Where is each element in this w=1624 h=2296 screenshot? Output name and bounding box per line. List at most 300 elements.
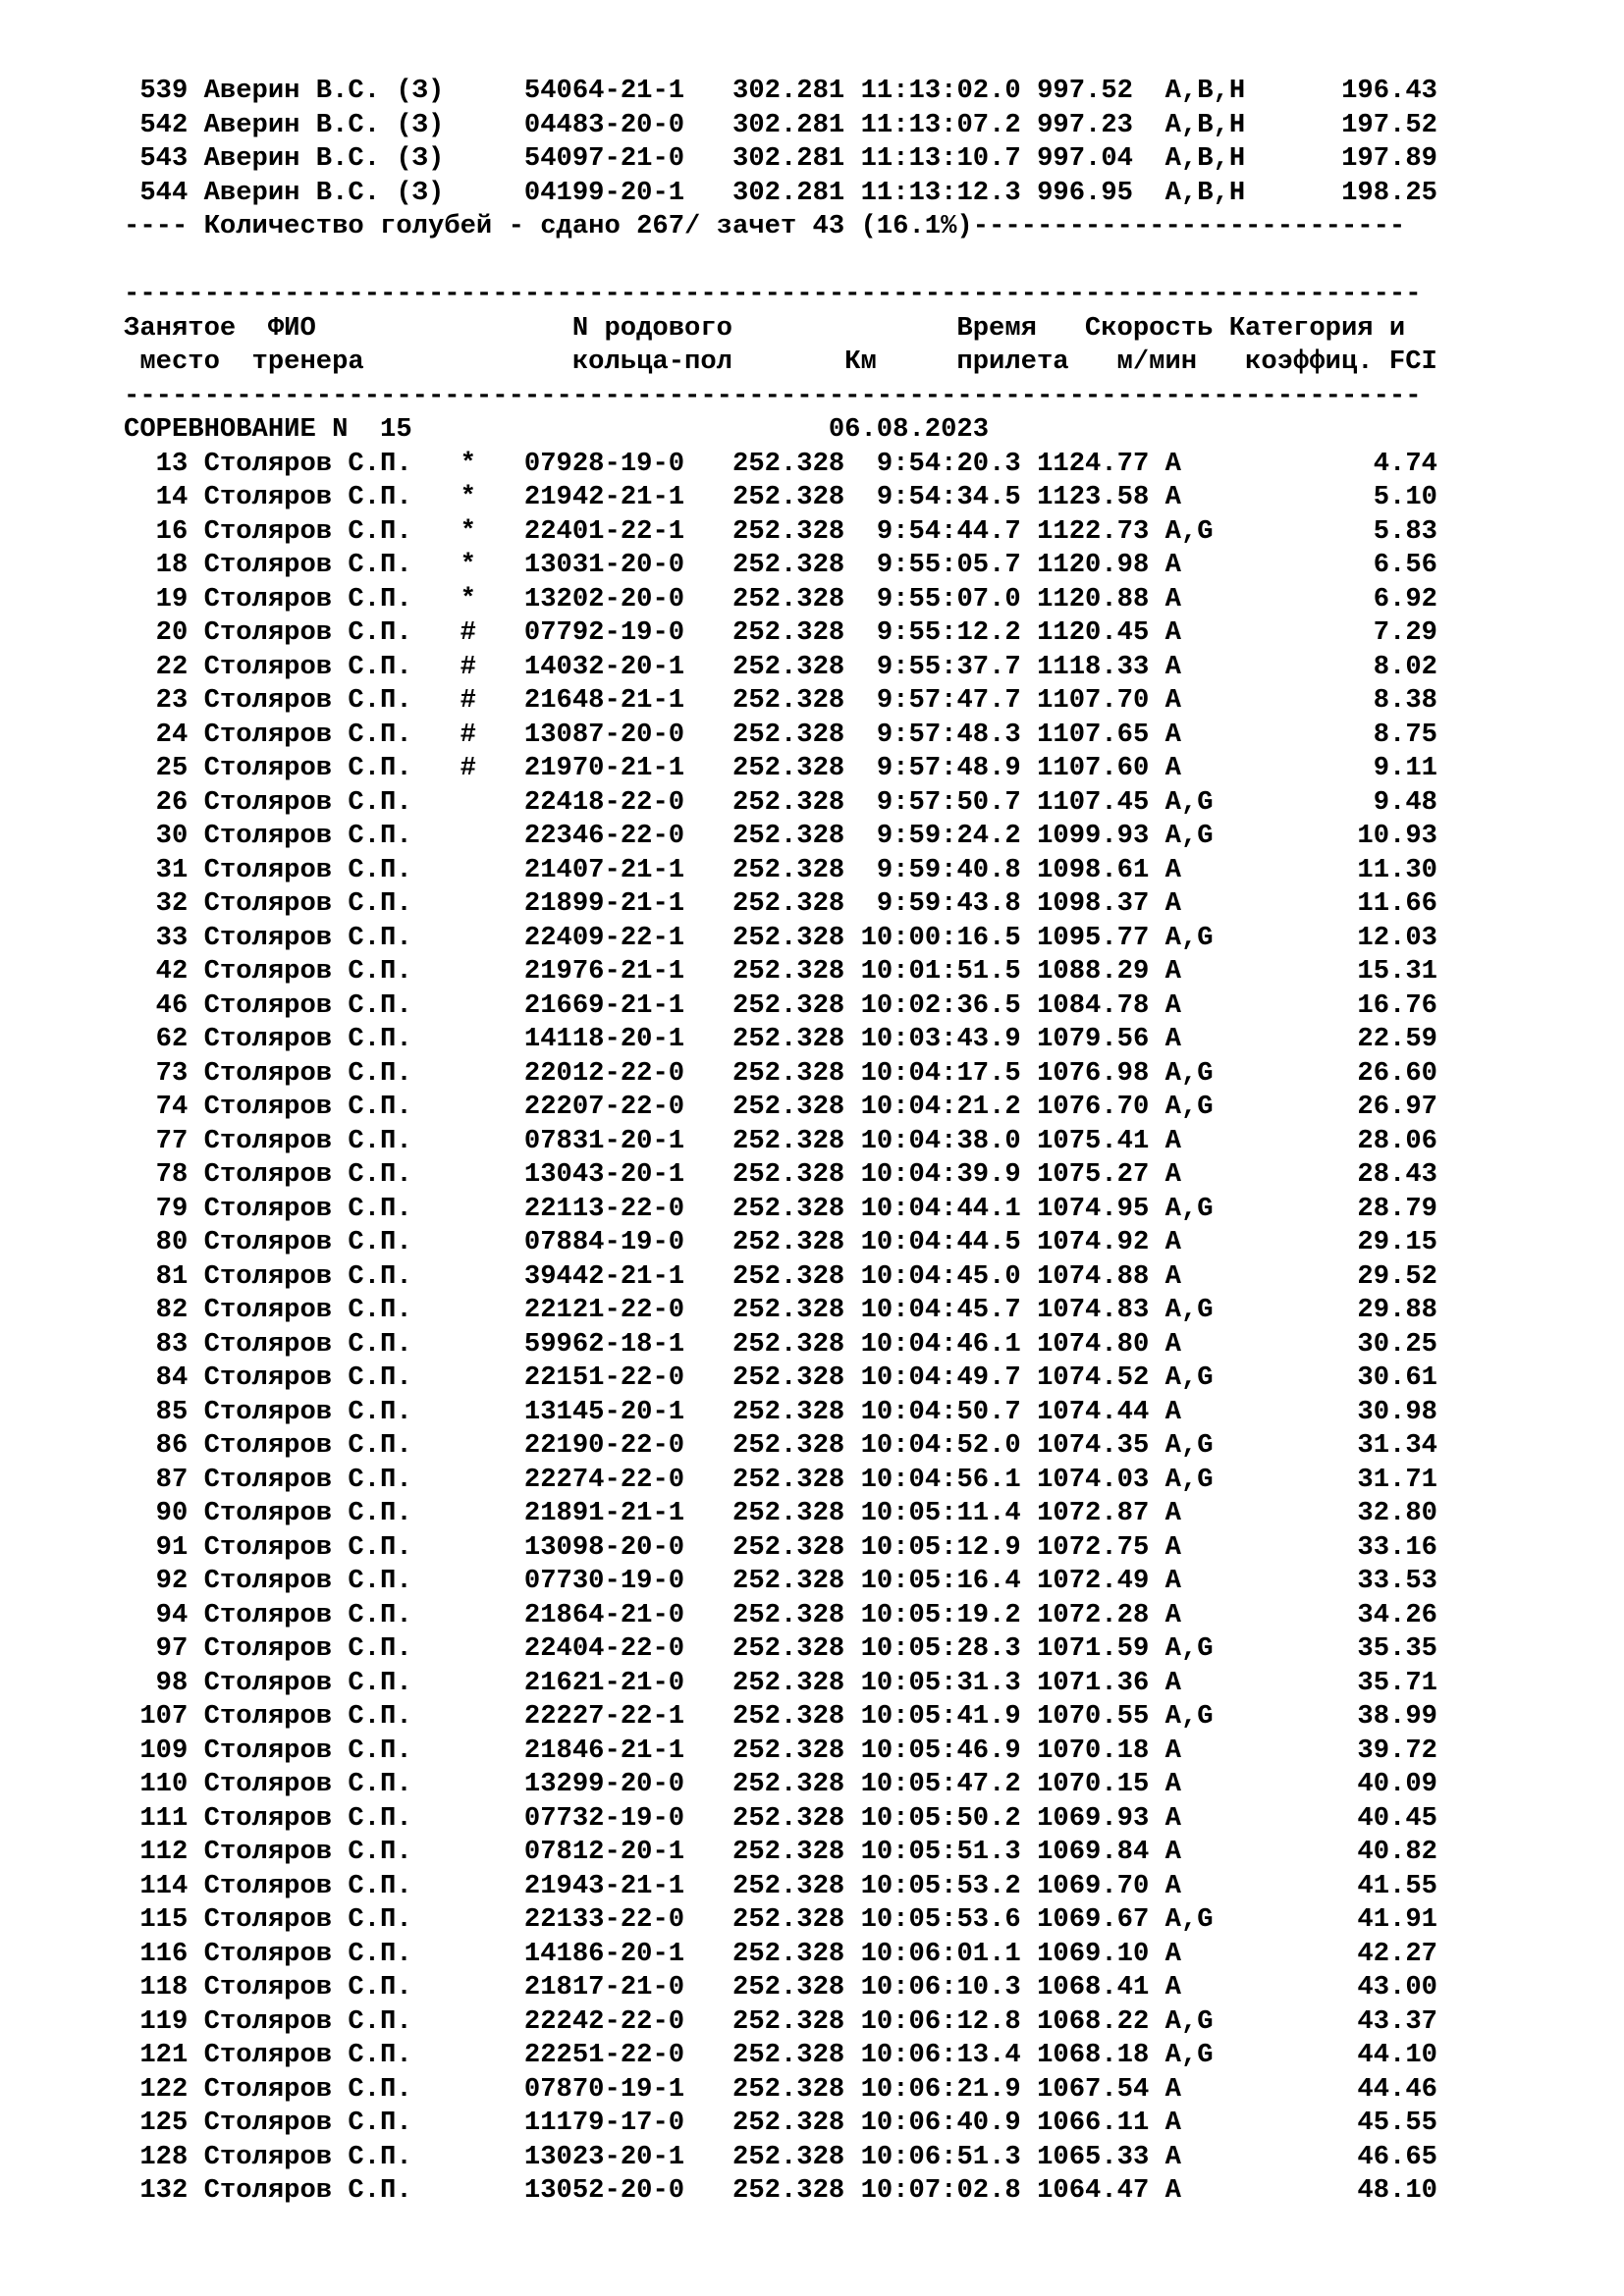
cell-mark (460, 2074, 476, 2105)
cell-category: A (1164, 583, 1246, 614)
cell-category: A,G (1164, 1904, 1246, 1935)
cell-fci-coefficient: 39.72 (1245, 1735, 1437, 1766)
separator-line: --------------------------------------------------------------------------------- (124, 380, 1422, 411)
cell-arrival-time: 10:05:41.9 (860, 1701, 1021, 1732)
cell-distance-km: 252.328 (732, 854, 845, 885)
cell-speed: 1075.41 (1037, 1125, 1150, 1156)
cell-speed: 1075.27 (1037, 1159, 1150, 1190)
cell-speed: 1120.88 (1037, 583, 1150, 614)
cell-arrival-time: 10:04:44.1 (860, 1193, 1021, 1224)
cell-trainer-name: Столяров С.П. (203, 1701, 460, 1732)
cell-speed: 1069.93 (1037, 1802, 1150, 1834)
result-row (124, 448, 1437, 482)
cell-place: 73 (124, 1057, 189, 1089)
cell-speed: 1074.35 (1037, 1430, 1150, 1461)
cell-arrival-time: 10:01:51.5 (860, 956, 1021, 987)
cell-speed: 1076.70 (1037, 1092, 1150, 1122)
result-row (124, 142, 1437, 177)
cell-place: 91 (124, 1531, 189, 1563)
cell-place: 32 (124, 888, 189, 919)
cell-ring-number: 21846-21-1 (523, 1735, 685, 1766)
cell-ring-number: 07884-19-0 (523, 1227, 685, 1257)
cell-trainer-name: Аверин В.С. (З) (203, 177, 460, 208)
result-row (124, 989, 1437, 1024)
cell-ring-number: 21891-21-1 (523, 1498, 685, 1528)
cell-category: A (1164, 1667, 1246, 1698)
cell-speed: 997.52 (1037, 76, 1150, 106)
cell-arrival-time: 10:06:10.3 (860, 1972, 1021, 2002)
cell-place: 26 (124, 786, 189, 818)
cell-speed: 1079.56 (1037, 1024, 1150, 1054)
result-row (124, 2005, 1437, 2040)
cell-fci-coefficient: 9.11 (1245, 753, 1437, 783)
cell-trainer-name: Столяров С.П. (203, 1159, 460, 1190)
cell-arrival-time: 10:06:21.9 (860, 2073, 1021, 2105)
cell-fci-coefficient: 15.31 (1245, 956, 1437, 987)
cell-distance-km: 252.328 (732, 1328, 845, 1360)
cell-category: A (1164, 651, 1246, 682)
cell-ring-number: 54064-21-1 (523, 76, 685, 106)
cell-place: 542 (124, 109, 189, 140)
result-row (124, 719, 1437, 753)
cell-ring-number: 04483-20-0 (523, 109, 685, 140)
cell-category: A (1164, 2108, 1246, 2138)
cell-distance-km: 252.328 (732, 1633, 845, 1664)
result-row (124, 854, 1437, 888)
cell-mark (460, 787, 476, 818)
cell-category: A (1164, 685, 1246, 716)
cell-place: 23 (124, 685, 189, 716)
cell-ring-number: 07928-19-0 (523, 448, 685, 479)
cell-place: 122 (124, 2073, 189, 2105)
cell-distance-km: 252.328 (732, 1396, 845, 1427)
cell-speed: 1074.92 (1037, 1227, 1150, 1257)
results-table (124, 448, 1437, 2209)
cell-ring-number: 22418-22-0 (523, 786, 685, 818)
cell-place: 24 (124, 719, 189, 750)
cell-arrival-time: 9:59:43.8 (860, 888, 1021, 919)
cell-fci-coefficient: 9.48 (1245, 786, 1437, 818)
cell-mark (460, 1092, 476, 1122)
cell-place: 22 (124, 651, 189, 682)
cell-distance-km: 252.328 (732, 1667, 845, 1698)
cell-place: 119 (124, 2005, 189, 2037)
cell-ring-number: 21864-21-0 (523, 1599, 685, 1630)
result-row (124, 109, 1437, 143)
cell-arrival-time: 10:06:51.3 (860, 2141, 1021, 2172)
cell-trainer-name: Столяров С.П. (203, 1599, 460, 1630)
cell-category: A (1164, 2175, 1246, 2206)
cell-fci-coefficient: 8.02 (1245, 651, 1437, 682)
cell-fci-coefficient: 41.55 (1245, 1870, 1437, 1901)
cell-category: A,G (1164, 1633, 1246, 1664)
cell-distance-km: 252.328 (732, 786, 845, 818)
cell-place: 544 (124, 177, 189, 208)
cell-distance-km: 252.328 (732, 1430, 845, 1461)
cell-fci-coefficient: 7.29 (1245, 617, 1437, 648)
cell-speed: 1074.83 (1037, 1295, 1150, 1325)
result-row (124, 616, 1437, 651)
cell-arrival-time: 10:04:46.1 (860, 1328, 1021, 1360)
cell-place: 98 (124, 1667, 189, 1698)
cell-fci-coefficient: 29.15 (1245, 1227, 1437, 1257)
cell-distance-km: 252.328 (732, 1125, 845, 1156)
cell-mark (460, 1194, 476, 1224)
result-row (124, 1125, 1437, 1159)
cell-ring-number: 21970-21-1 (523, 753, 685, 783)
cell-ring-number: 21942-21-1 (523, 482, 685, 512)
cell-trainer-name: Столяров С.П. (203, 1295, 460, 1325)
cell-arrival-time: 11:13:02.0 (860, 76, 1021, 106)
cell-speed: 1072.87 (1037, 1498, 1150, 1528)
result-row (124, 1497, 1437, 1531)
cell-trainer-name: Столяров С.П. (203, 719, 460, 750)
cell-place: 94 (124, 1599, 189, 1630)
cell-distance-km: 252.328 (732, 888, 845, 919)
cell-arrival-time: 10:04:50.7 (860, 1396, 1021, 1427)
result-row (124, 1836, 1437, 1870)
cell-arrival-time: 9:59:24.2 (860, 821, 1021, 851)
cell-mark (460, 1498, 476, 1528)
cell-place: 79 (124, 1193, 189, 1224)
cell-category: A (1164, 1870, 1246, 1901)
cell-speed: 1070.18 (1037, 1735, 1150, 1766)
cell-ring-number: 14118-20-1 (523, 1024, 685, 1054)
cell-ring-number: 22409-22-1 (523, 922, 685, 953)
cell-fci-coefficient: 38.99 (1245, 1701, 1437, 1732)
cell-category: A,B,H (1164, 143, 1246, 174)
cell-ring-number: 13031-20-0 (523, 550, 685, 580)
result-row (124, 1328, 1437, 1362)
cell-ring-number: 22121-22-0 (523, 1295, 685, 1325)
cell-trainer-name: Столяров С.П. (203, 821, 460, 851)
cell-place: 111 (124, 1802, 189, 1834)
cell-trainer-name: Столяров С.П. (203, 922, 460, 953)
cell-trainer-name: Столяров С.П. (203, 1938, 460, 1969)
cell-fci-coefficient: 198.25 (1245, 177, 1437, 208)
cell-speed: 1076.98 (1037, 1057, 1150, 1089)
cell-fci-coefficient: 33.53 (1245, 1566, 1437, 1596)
cell-distance-km: 252.328 (732, 1193, 845, 1224)
cell-distance-km: 252.328 (732, 1972, 845, 2002)
cell-distance-km: 252.328 (732, 1295, 845, 1325)
cell-arrival-time: 10:06:01.1 (860, 1938, 1021, 1969)
cell-arrival-time: 10:04:45.0 (860, 1260, 1021, 1292)
cell-fci-coefficient: 16.76 (1245, 989, 1437, 1021)
cell-speed: 1074.80 (1037, 1328, 1150, 1360)
cell-mark: # (460, 651, 476, 682)
cell-category: A (1164, 989, 1246, 1021)
cell-place: 115 (124, 1904, 189, 1935)
cell-ring-number: 22207-22-0 (523, 1092, 685, 1122)
cell-distance-km: 252.328 (732, 1159, 845, 1190)
cell-trainer-name: Столяров С.П. (203, 1328, 460, 1360)
cell-distance-km: 252.328 (732, 753, 845, 783)
cell-place: 81 (124, 1260, 189, 1292)
cell-category: A (1164, 1227, 1246, 1257)
cell-trainer-name: Столяров С.П. (203, 2141, 460, 2172)
cell-fci-coefficient: 34.26 (1245, 1599, 1437, 1630)
cell-ring-number: 13023-20-1 (523, 2141, 685, 2172)
cell-trainer-name: Столяров С.П. (203, 2040, 460, 2070)
cell-place: 107 (124, 1701, 189, 1732)
cell-mark (460, 990, 476, 1021)
cell-trainer-name: Аверин В.С. (З) (203, 76, 460, 106)
cell-ring-number: 22012-22-0 (523, 1057, 685, 1089)
cell-place: 109 (124, 1735, 189, 1766)
cell-ring-number: 21899-21-1 (523, 888, 685, 919)
cell-category: A (1164, 888, 1246, 919)
cell-ring-number: 13145-20-1 (523, 1396, 685, 1427)
cell-place: 84 (124, 1362, 189, 1393)
cell-category: A (1164, 854, 1246, 885)
cell-place: 112 (124, 1837, 189, 1867)
cell-trainer-name: Столяров С.П. (203, 1904, 460, 1935)
cell-place: 132 (124, 2175, 189, 2206)
cell-fci-coefficient: 43.00 (1245, 1972, 1437, 2002)
cell-speed: 1095.77 (1037, 922, 1150, 953)
result-row (124, 820, 1437, 854)
cell-speed: 1072.49 (1037, 1566, 1150, 1596)
cell-category: A (1164, 1735, 1246, 1766)
cell-distance-km: 252.328 (732, 1837, 845, 1867)
cell-distance-km: 252.328 (732, 821, 845, 851)
cell-speed: 1069.70 (1037, 1870, 1150, 1901)
cell-place: 118 (124, 1972, 189, 2002)
cell-category: A,G (1164, 1295, 1246, 1325)
cell-place: 19 (124, 583, 189, 614)
cell-mark (460, 1972, 476, 2002)
cell-ring-number: 21943-21-1 (523, 1870, 685, 1901)
cell-place: 16 (124, 515, 189, 547)
cell-place: 74 (124, 1092, 189, 1122)
result-row (124, 75, 1437, 109)
cell-speed: 1074.52 (1037, 1362, 1150, 1393)
cell-mark (460, 1024, 476, 1054)
cell-ring-number: 07870-19-1 (523, 2073, 685, 2105)
cell-distance-km: 302.281 (732, 177, 845, 208)
cell-ring-number: 13299-20-0 (523, 1769, 685, 1799)
cell-distance-km: 252.328 (732, 1092, 845, 1122)
cell-speed: 1118.33 (1037, 651, 1150, 682)
cell-place: 80 (124, 1227, 189, 1257)
result-row (124, 583, 1437, 617)
cell-distance-km: 252.328 (732, 1769, 845, 1799)
cell-mark: * (460, 550, 476, 580)
cell-place: 14 (124, 482, 189, 512)
cell-ring-number: 22274-22-0 (523, 1464, 685, 1495)
cell-category: A (1164, 2141, 1246, 2172)
blank-line (124, 244, 1437, 279)
cell-ring-number: 07812-20-1 (523, 1837, 685, 1867)
cell-distance-km: 252.328 (732, 989, 845, 1021)
result-row (124, 1429, 1437, 1464)
cell-place: 78 (124, 1159, 189, 1190)
cell-fci-coefficient: 197.52 (1245, 109, 1437, 140)
cell-category: A (1164, 1972, 1246, 2002)
cell-ring-number: 21621-21-0 (523, 1667, 685, 1698)
cell-distance-km: 252.328 (732, 1938, 845, 1969)
cell-speed: 997.23 (1037, 109, 1150, 140)
cell-arrival-time: 9:54:34.5 (860, 482, 1021, 512)
cell-trainer-name: Столяров С.П. (203, 2108, 460, 2138)
cell-category: A (1164, 1125, 1246, 1156)
cell-speed: 1072.75 (1037, 1531, 1150, 1563)
cell-mark (460, 1633, 476, 1664)
cell-speed: 1120.45 (1037, 617, 1150, 648)
cell-place: 20 (124, 617, 189, 648)
cell-arrival-time: 10:03:43.9 (860, 1024, 1021, 1054)
cell-mark: # (460, 719, 476, 750)
cell-ring-number: 04199-20-1 (523, 177, 685, 208)
result-row (124, 1023, 1437, 1057)
cell-ring-number: 22227-22-1 (523, 1701, 685, 1732)
cell-ring-number: 39442-21-1 (523, 1260, 685, 1292)
result-row (124, 177, 1437, 211)
cell-speed: 1088.29 (1037, 956, 1150, 987)
cell-category: A (1164, 719, 1246, 750)
cell-arrival-time: 9:55:05.7 (860, 550, 1021, 580)
cell-arrival-time: 10:05:19.2 (860, 1599, 1021, 1630)
cell-category: A,G (1164, 1092, 1246, 1122)
cell-category: A,G (1164, 1430, 1246, 1461)
result-row (124, 1294, 1437, 1328)
cell-trainer-name: Столяров С.П. (203, 651, 460, 682)
cell-fci-coefficient: 35.71 (1245, 1667, 1437, 1698)
cell-trainer-name: Столяров С.П. (203, 1260, 460, 1292)
cell-mark (460, 956, 476, 987)
cell-speed: 1069.84 (1037, 1837, 1150, 1867)
cell-speed: 1068.18 (1037, 2040, 1150, 2070)
cell-place: 30 (124, 821, 189, 851)
cell-speed: 1074.44 (1037, 1396, 1150, 1427)
cell-distance-km: 302.281 (732, 76, 845, 106)
cell-trainer-name: Столяров С.П. (203, 685, 460, 716)
cell-trainer-name: Столяров С.П. (203, 1769, 460, 1799)
cell-fci-coefficient: 11.30 (1245, 854, 1437, 885)
cell-ring-number: 22251-22-0 (523, 2040, 685, 2070)
cell-distance-km: 252.328 (732, 685, 845, 716)
cell-trainer-name: Столяров С.П. (203, 2175, 460, 2206)
cell-speed: 1107.65 (1037, 719, 1150, 750)
cell-mark (460, 1329, 476, 1360)
cell-trainer-name: Столяров С.П. (203, 786, 460, 818)
cell-category: A (1164, 1938, 1246, 1969)
cell-mark (460, 855, 476, 885)
cell-arrival-time: 10:00:16.5 (860, 922, 1021, 953)
column-header-line-1: Занятое ФИО N родового Время Скорость Категория и (124, 312, 1406, 344)
cell-fci-coefficient: 44.10 (1245, 2040, 1437, 2070)
cell-distance-km: 252.328 (732, 583, 845, 614)
cell-fci-coefficient: 33.16 (1245, 1531, 1437, 1563)
cell-ring-number: 07792-19-0 (523, 617, 685, 648)
cell-arrival-time: 10:05:53.2 (860, 1870, 1021, 1901)
cell-speed: 997.04 (1037, 143, 1150, 174)
result-row (124, 1226, 1437, 1260)
cell-arrival-time: 9:59:40.8 (860, 854, 1021, 885)
cell-place: 539 (124, 76, 189, 106)
cell-speed: 1107.70 (1037, 685, 1150, 716)
cell-distance-km: 252.328 (732, 956, 845, 987)
cell-distance-km: 252.328 (732, 482, 845, 512)
result-row (124, 651, 1437, 685)
cell-arrival-time: 10:06:12.8 (860, 2005, 1021, 2037)
cell-ring-number: 13043-20-1 (523, 1159, 685, 1190)
cell-place: 25 (124, 753, 189, 783)
cell-ring-number: 22133-22-0 (523, 1904, 685, 1935)
cell-distance-km: 252.328 (732, 1599, 845, 1630)
cell-arrival-time: 10:05:31.3 (860, 1667, 1021, 1698)
cell-ring-number: 22401-22-1 (523, 515, 685, 547)
cell-speed: 1122.73 (1037, 515, 1150, 547)
cell-category: A,G (1164, 821, 1246, 851)
cell-trainer-name: Столяров С.П. (203, 1633, 460, 1664)
cell-mark (460, 923, 476, 953)
cell-distance-km: 252.328 (732, 1362, 845, 1393)
cell-mark (460, 1735, 476, 1766)
cell-distance-km: 252.328 (732, 1464, 845, 1495)
cell-fci-coefficient: 5.10 (1245, 482, 1437, 512)
result-row (124, 1396, 1437, 1430)
cell-fci-coefficient: 22.59 (1245, 1024, 1437, 1054)
result-row (124, 1870, 1437, 1904)
cell-fci-coefficient: 8.75 (1245, 719, 1437, 750)
cell-distance-km: 252.328 (732, 1701, 845, 1732)
cell-mark: # (460, 685, 476, 716)
cell-distance-km: 252.328 (732, 1498, 845, 1528)
cell-mark (460, 1939, 476, 1969)
cell-fci-coefficient: 30.98 (1245, 1396, 1437, 1427)
result-row (124, 1158, 1437, 1193)
cell-trainer-name: Столяров С.П. (203, 1430, 460, 1461)
cell-mark: # (460, 617, 476, 648)
cell-distance-km: 302.281 (732, 109, 845, 140)
cell-fci-coefficient: 32.80 (1245, 1498, 1437, 1528)
cell-fci-coefficient: 40.82 (1245, 1837, 1437, 1867)
cell-fci-coefficient: 35.35 (1245, 1633, 1437, 1664)
separator-line: --------------------------------------------------------------------------------- (124, 279, 1422, 309)
result-row (124, 1802, 1437, 1837)
result-row (124, 955, 1437, 989)
cell-arrival-time: 9:55:12.2 (860, 617, 1021, 648)
cell-mark (460, 1295, 476, 1325)
cell-speed: 1074.88 (1037, 1260, 1150, 1292)
cell-mark (460, 1532, 476, 1563)
cell-mark (460, 2108, 476, 2138)
cell-fci-coefficient: 30.61 (1245, 1362, 1437, 1393)
cell-ring-number: 22190-22-0 (523, 1430, 685, 1461)
result-row (124, 1768, 1437, 1802)
cell-category: A (1164, 1260, 1246, 1292)
cell-speed: 1072.28 (1037, 1599, 1150, 1630)
summary-line: ---- Количество голубей - сдано 267/ зачет 43 (16.1%)--------------------------- (124, 211, 1406, 241)
cell-place: 33 (124, 922, 189, 953)
cell-arrival-time: 11:13:10.7 (860, 143, 1021, 174)
cell-place: 92 (124, 1566, 189, 1596)
cell-distance-km: 252.328 (732, 550, 845, 580)
cell-distance-km: 252.328 (732, 922, 845, 953)
cell-trainer-name: Столяров С.П. (203, 956, 460, 987)
cell-category: A (1164, 1498, 1246, 1528)
cell-distance-km: 252.328 (732, 515, 845, 547)
cell-fci-coefficient: 26.60 (1245, 1057, 1437, 1089)
cell-mark: * (460, 583, 476, 614)
result-row (124, 752, 1437, 786)
cell-mark (460, 1701, 476, 1732)
cell-category: A,G (1164, 1362, 1246, 1393)
result-row (124, 1938, 1437, 1972)
cell-mark: * (460, 448, 476, 479)
